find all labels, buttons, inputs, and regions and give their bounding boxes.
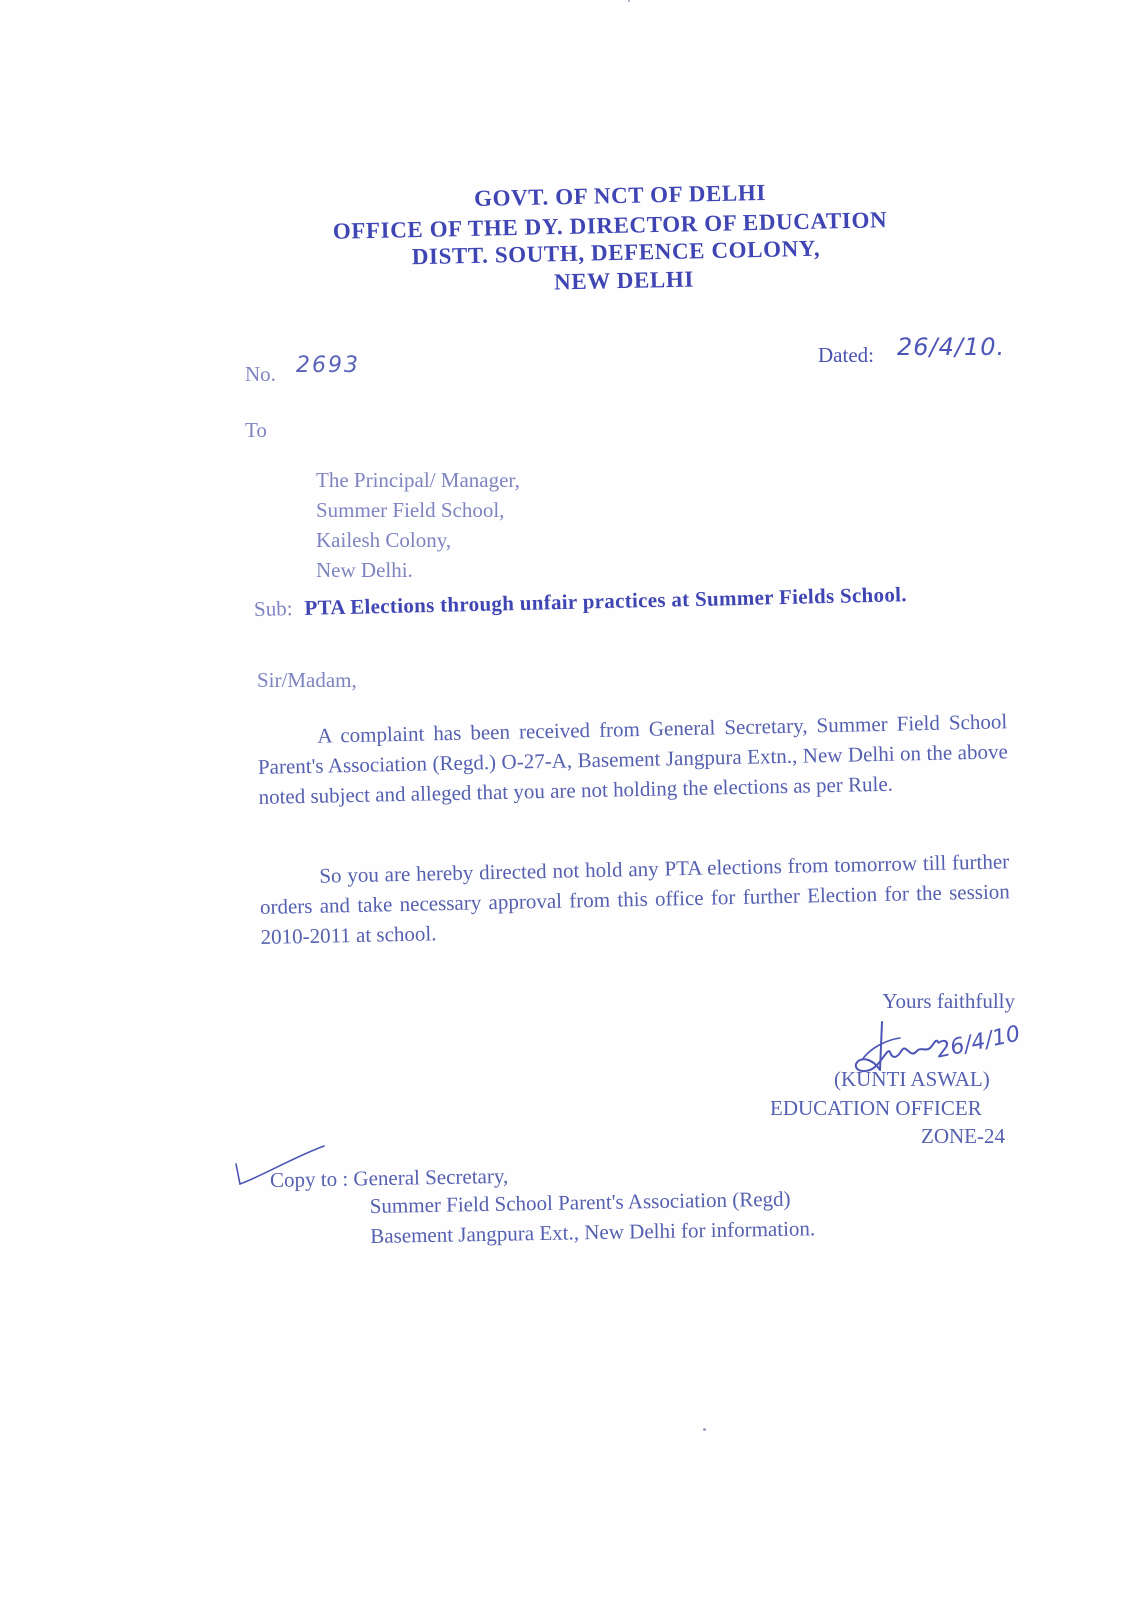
subject-text: PTA Elections through unfair practices at Summer Fields School.: [304, 582, 908, 620]
address-line: New Delhi.: [316, 558, 413, 582]
recipient-address: [316, 465, 520, 585]
address-line: The Principal/ Manager,: [316, 468, 520, 492]
scan-speck: [703, 1428, 706, 1431]
closing-text: Yours faithfully: [882, 989, 1015, 1013]
reference-number-value: 2693: [296, 353, 360, 378]
letterhead-city: NEW DELHI: [553, 266, 695, 295]
subject-label: Sub:: [253, 596, 293, 621]
copy-to-label: Copy to : General Secretary,: [269, 1163, 509, 1192]
scan-speck: [628, 0, 630, 2]
body-paragraph-1: [257, 706, 1009, 812]
address-line: Summer Field School,: [316, 498, 505, 522]
address-line: Kailesh Colony,: [316, 528, 452, 552]
date-label: Dated:: [818, 343, 874, 367]
closing-block: [770, 983, 1015, 1020]
letterhead-office: OFFICE OF THE DY. DIRECTOR OF EDUCATION: [332, 207, 888, 244]
to-label: To: [245, 418, 267, 442]
salutation: Sir/Madam,: [257, 668, 357, 692]
subject-line: [254, 582, 907, 622]
copy-line: Summer Field School Parent's Association (Regd): [369, 1186, 791, 1219]
body-paragraph-2: [259, 846, 1011, 952]
reference-number-label: No.: [245, 362, 276, 386]
paragraph-text: A complaint has been received from General Secretary, Summer Field School Parent's Association (Regd.) O-27-A, Basement Jangpura Extn., New Delhi on the above noted subject and alleged that you are not holding the elections as per Rule.: [257, 709, 1009, 809]
officer-name: (KUNTI ASWAL): [834, 1067, 990, 1091]
paragraph-text: So you are hereby directed not hold any PTA elections from tomorrow till further orders and take necessary approval from this office for further Election for the session 2010-2011 at school.: [259, 849, 1011, 949]
copy-line: Basement Jangpura Ext., New Delhi for information.: [370, 1216, 816, 1248]
officer-title: EDUCATION OFFICER: [770, 1096, 982, 1120]
officer-zone: ZONE-24: [921, 1124, 1005, 1148]
letterhead-district: DISTT. SOUTH, DEFENCE COLONY,: [411, 235, 821, 270]
letterhead-govt: GOVT. OF NCT OF DELHI: [473, 179, 767, 212]
copy-to-address: [369, 1183, 815, 1251]
date-value: 26/4/10.: [897, 333, 1006, 361]
signature-date: 26/4/10: [934, 1021, 1023, 1064]
